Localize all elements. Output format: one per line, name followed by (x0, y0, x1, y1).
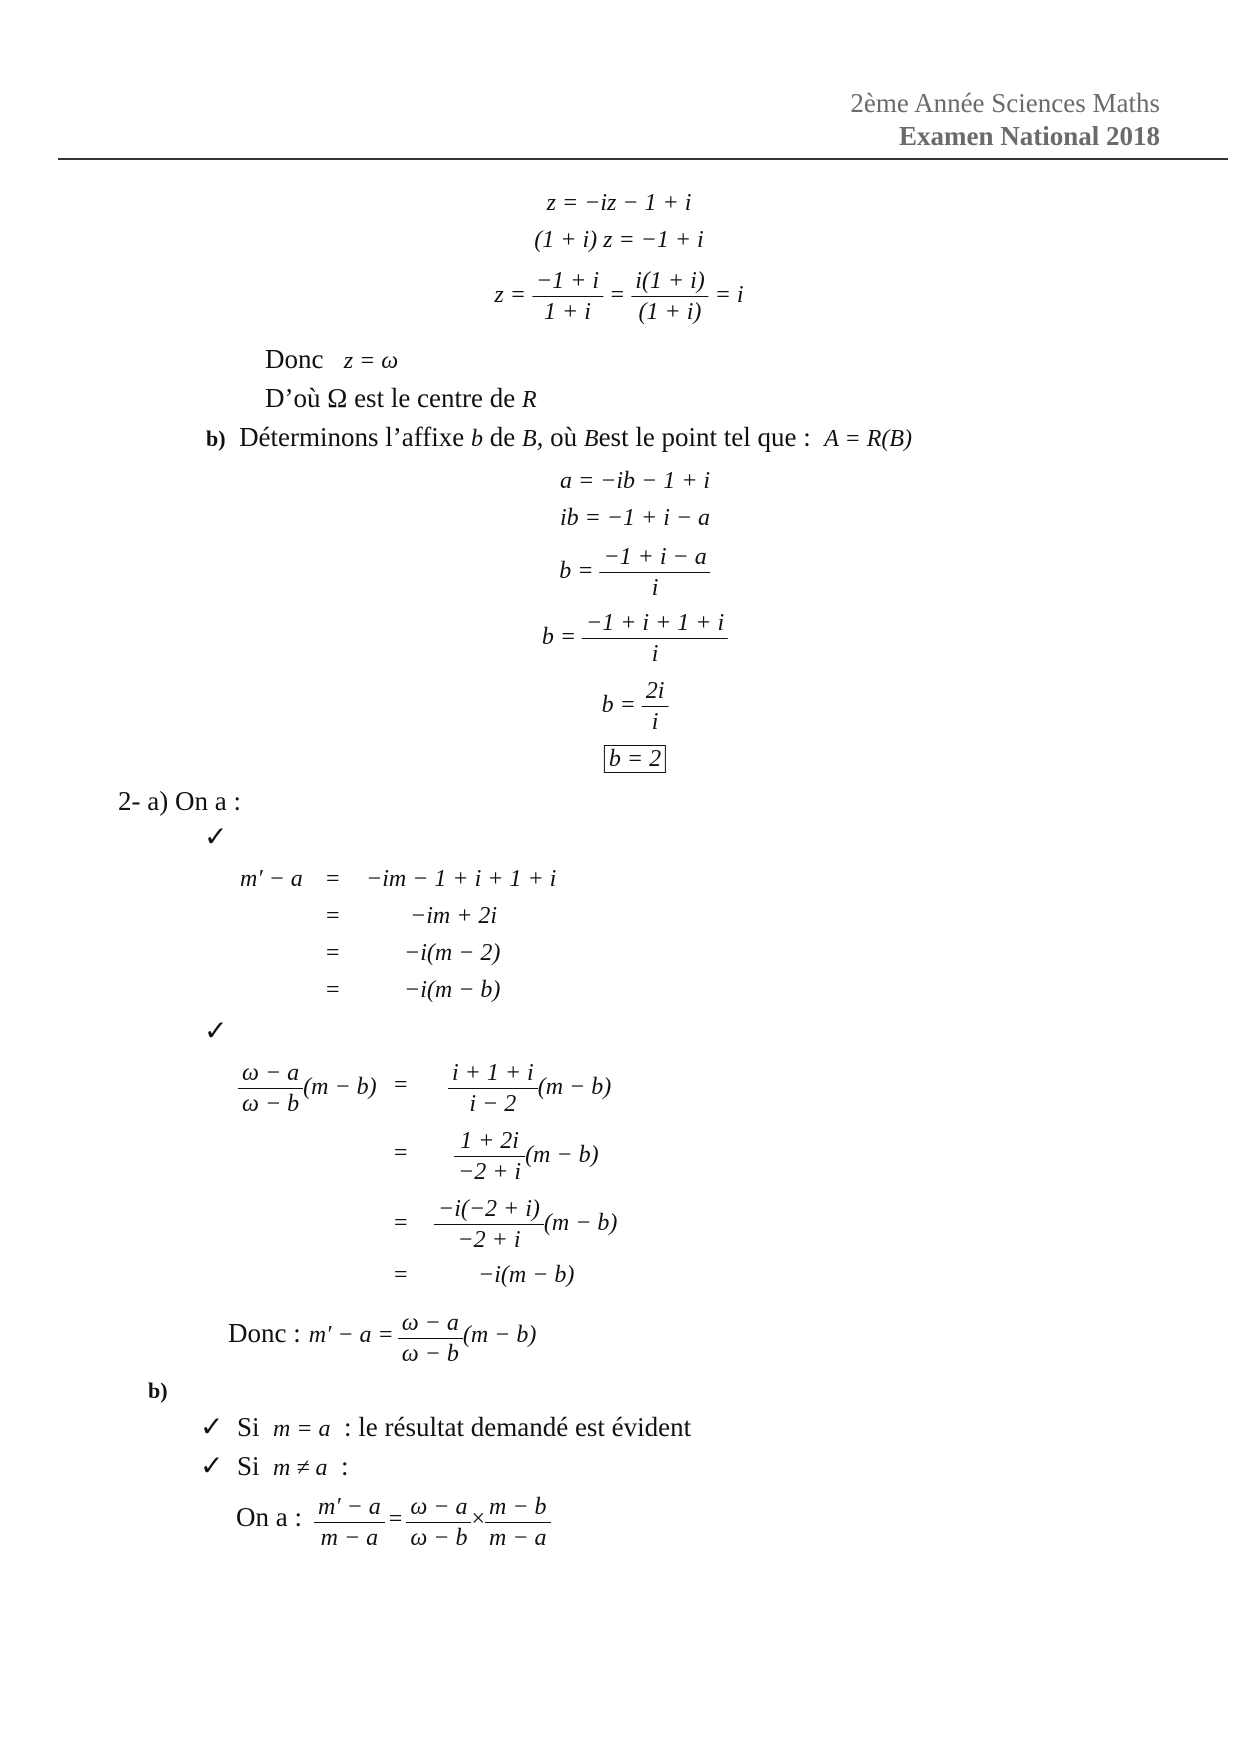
p2a-b1-eq: = (394, 1072, 408, 1098)
check-icon: ✓ (204, 822, 228, 853)
equation-2: (1 + i) z = −1 + i (534, 227, 704, 253)
part1b-statement: b) Déterminons l’affixe b de B, où Best le point tel que : A = R(B) (206, 422, 913, 452)
part2b-label: b) (148, 1378, 168, 1403)
part2b-case-1: ✓ Si m = a : le résultat demandé est évident (200, 1412, 692, 1443)
p2a-l4-eq: = (326, 977, 340, 1003)
eq3-lhs: z = (494, 282, 526, 309)
donc-line: Donc z = ω (265, 344, 399, 374)
check-icon: ✓ (200, 1412, 224, 1443)
p2a-l3-eq: = (326, 940, 340, 966)
p2a-l4-rhs: −i(m − b) (404, 977, 501, 1003)
check-icon: ✓ (200, 1451, 224, 1482)
b-result-box: b = 2 (604, 746, 666, 773)
p2a-l3-rhs: −i(m − 2) (404, 940, 501, 966)
header-exam-title: Examen National 2018 (898, 121, 1160, 151)
p2a-b2-eq: = (394, 1140, 408, 1166)
p2a-b3-rhs: $\frac{-i(-2 + i)}{-2 + i}$ (m − b) (434, 1194, 617, 1255)
b-equation-4: b = $\frac{-1 + i + 1 + i}{i}$ (542, 608, 728, 669)
p2a-b1-rhs: $\frac{i + 1 + i}{i - 2}$ (m − b) (448, 1058, 611, 1119)
p2a-l1-lhs: m′ − a (240, 866, 303, 892)
part2b-case-2: ✓ Si m ≠ a : (200, 1451, 349, 1482)
p2a-b4-eq: = (394, 1262, 408, 1288)
p2a-l2-rhs: −im + 2i (410, 903, 498, 929)
dou-line: D’où Ω est le centre de R (265, 383, 537, 413)
eq3-fraction-1: $\frac{-1 + i}{1 + i}$ (532, 266, 603, 327)
p2a-l1-rhs: −im − 1 + i + 1 + i (366, 866, 557, 892)
part2b-ona-line: On a : $\frac{m' - a}{m - a}$ = $\frac{\omega - a}{\omega - b}$ × $\frac{m - b}{m - a}$ (236, 1492, 551, 1553)
p2a-b2-rhs: $\frac{1 + 2i}{-2 + i}$ (m − b) (454, 1126, 599, 1187)
header-subject: 2ème Année Sciences Maths (850, 88, 1160, 118)
header-rule (58, 158, 1228, 160)
p2a-b3-eq: = (394, 1210, 408, 1236)
omega-symbol: Ω (327, 383, 348, 413)
part2a-heading: 2- a) On a : (118, 786, 241, 816)
equation-1: z = −iz − 1 + i (546, 190, 692, 216)
p2a-donc-line: Donc : m′ − a = $\frac{\omega - a}{\omega - b}$ (m − b) (228, 1310, 537, 1367)
donc-expression: z = ω (343, 348, 399, 374)
p2a-l1-eq: = (326, 866, 340, 892)
p2a-b4-rhs: −i(m − b) (478, 1262, 575, 1288)
p2a-b-lhs: $\frac{\omega - a}{\omega - b}$ (m − b) (238, 1058, 377, 1119)
eq3-rhs: = i (714, 282, 744, 309)
p2a-l2-eq: = (326, 903, 340, 929)
check-icon: ✓ (204, 1016, 228, 1047)
equation-3: z = $\frac{-1 + i}{1 + i}$ = $\frac{i(1 + i)}{(1 + i)}$ = i (494, 268, 744, 325)
b-equation-1: a = −ib − 1 + i (559, 468, 711, 494)
eq3-fraction-2: $\frac{i(1 + i)}{(1 + i)}$ (631, 266, 709, 327)
part1b-label: b) (206, 426, 226, 451)
b-equation-2: ib = −1 + i − a (559, 505, 711, 531)
b-equation-5: b = $\frac{2i}{i}$ (602, 676, 669, 737)
b-equation-3: b = $\frac{-1 + i - a}{i}$ (559, 542, 710, 603)
